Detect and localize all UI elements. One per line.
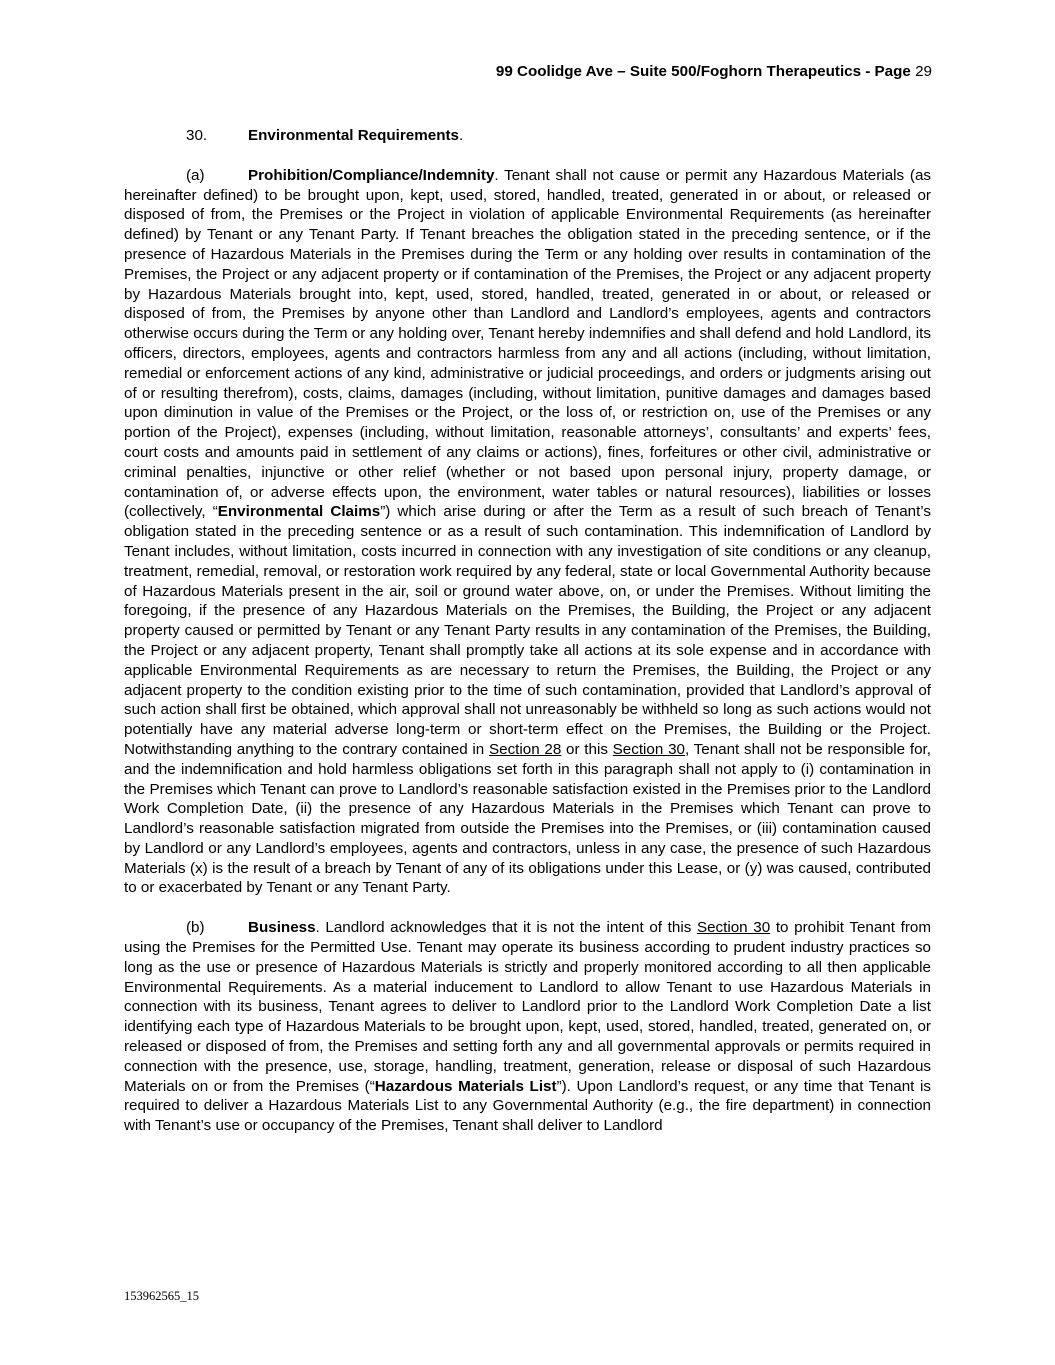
section-title: Environmental Requirements [248, 127, 459, 144]
paragraph-a: (a) Prohibition/Compliance/Indemnity. Tenant shall not cause or permit any Hazardous Materials (as hereinafter defined) to be brought upon, kept, used, stored, handled, treated, generated in or about, or released or disposed of from, the Premises or the Project in violation of applicable Environmental Requirements (as hereinafter defined) by Tenant or any Tenant Party. If Tenant breaches the obligation stated in the preceding sentence, or if the presence of Hazardous Materials in the Premises during the Term or any holding over results in contamination of the Premises, the Project or any adjacent property or if contamination of the Premises, the Project or any adjacent property by Hazardous Materials brought into, kept, used, stored, handled, treated, generated in or about, or released or disposed of from, the Premises by anyone other than Landlord and Landlord’s employees, agents and contractors otherwise occurs during the Term or any holding over, Tenant hereby indemnifies and shall defend and hold Landlord, its officers, directors, employees, agents and contractors harmless from any and all actions (including, without limitation, remedial or enforcement actions of any kind, administrative or judicial proceedings, and orders or judgments arising out of or resulting therefrom), costs, claims, damages (including, without limitation, punitive damages and damages based upon diminution in value of the Premises or the Project, or the loss of, or restriction on, use of the Premises or any portion of the Project), expenses (including, without limitation, reasonable attorneys’, consultants’ and experts’ fees, court costs and amounts paid in settlement of any claims or actions), fines, forfeitures or other civil, administrative or criminal penalties, injunctive or other relief (whether or not based upon personal injury, property damage, or contamination of, or adverse effects upon, the environment, water tables or natural resources), liabilities or losses (collectively, “Environmental Claims”) which arise during or after the Term as a result of such breach of Tenant’s obligation stated in the preceding sentence or as a result of such contamination. This indemnification of Landlord by Tenant includes, without limitation, costs incurred in connection with any investigation of site conditions or any cleanup, treatment, remedial, removal, or restoration work required by any federal, state or local Governmental Authority because of Hazardous Materials present in the air, soil or ground water above, on, or under the Premises. Without limiting the foregoing, if the presence of any Hazardous Materials on the Premises, the Building, the Project or any adjacent property caused or permitted by Tenant or any Tenant Party results in any contamination of the Premises, the Building, the Project or any adjacent property, Tenant shall promptly take all actions at its sole expense and in accordance with applicable Environmental Requirements as are necessary to return the Premises, the Building, the Project or any adjacent property to the condition existing prior to the time of such contamination, provided that Landlord’s approval of such action shall first be obtained, which approval shall not unreasonably be withheld so long as such actions would not potentially have any material adverse long-term or short-term effect on the Premises, the Building or the Project. Notwithstanding anything to the contrary contained in Section 28 or this Section 30, Tenant shall not be responsible for, and the indemnification and hold harmless obligations set forth in this paragraph shall not apply to (i) contamination in the Premises which Tenant can prove to Landlord’s reasonable satisfaction existed in the Premises prior to the Landlord Work Completion Date, (ii) the presence of any Hazardous Materials in the Premises which Tenant can prove to Landlord’s reasonable satisfaction migrated from outside the Premises into the Premises, or (iii) contamination caused by Landlord or any Landlord’s employees, agents and contractors, unless in any case, the presence of such Hazardous Materials (x) is the result of a breach by Tenant of any of its obligations under this Lease, or (y) was caused, contributed to or exacerbated by Tenant or any Tenant Party. [124, 166, 932, 897]
section-28-reference: Section 28 [489, 740, 562, 758]
paragraph-b-heading: Business [248, 919, 316, 937]
header-title: 99 Coolidge Ave – Suite 500/Foghorn Therapeutics - Page [495, 63, 911, 80]
defined-term-hazardous-materials-list: Hazardous Materials List [374, 1077, 557, 1095]
paragraph-b: (b) Business. Landlord acknowledges that it is not the intent of this Section 30 to prohibit Tenant from using the Premises for the Permitted Use. Tenant may operate its business according to prudent industry practices so long as the use or presence of Hazardous Materials is strictly and properly monitored according to all then applicable Environmental Requirements. As a material inducement to Landlord to allow Tenant to use Hazardous Materials in connection with its business, Tenant agrees to deliver to Landlord prior to the Landlord Work Completion Date a list identifying each type of Hazardous Materials to be brought upon, kept, used, stored, handled, treated, generated on, or released or disposed of from, the Premises and setting forth any and all governmental approvals or permits required in connection with the presence, use, storage, handling, treatment, generation, release or disposal of such Hazardous Materials on or from the Premises (“Hazardous Materials List”). Upon Landlord’s request, or any time that Tenant is required to deliver a Hazardous Materials List to any Governmental Authority (e.g., the fire department) in connection with Tenant’s use or occupancy of the Premises, Tenant shall deliver to Landlord [124, 919, 931, 1135]
document-id-footer: 153962565_15 [124, 1289, 199, 1303]
section-30-reference: Section 30 [696, 919, 771, 937]
defined-term-environmental-claims: Environmental Claims [217, 503, 381, 521]
paragraph-b-label: (b) [186, 919, 205, 937]
section-heading: 30. Environmental Requirements. [186, 127, 464, 144]
page-header [496, 63, 932, 80]
page-number: 29 [915, 63, 932, 80]
document-body [124, 126, 931, 1156]
paragraph-a-heading: Prohibition/Compliance/Indemnity [248, 166, 495, 184]
paragraph-a-label: (a) [186, 166, 205, 184]
section-number: 30. [186, 127, 208, 144]
section-30-reference: Section 30 [612, 740, 685, 758]
